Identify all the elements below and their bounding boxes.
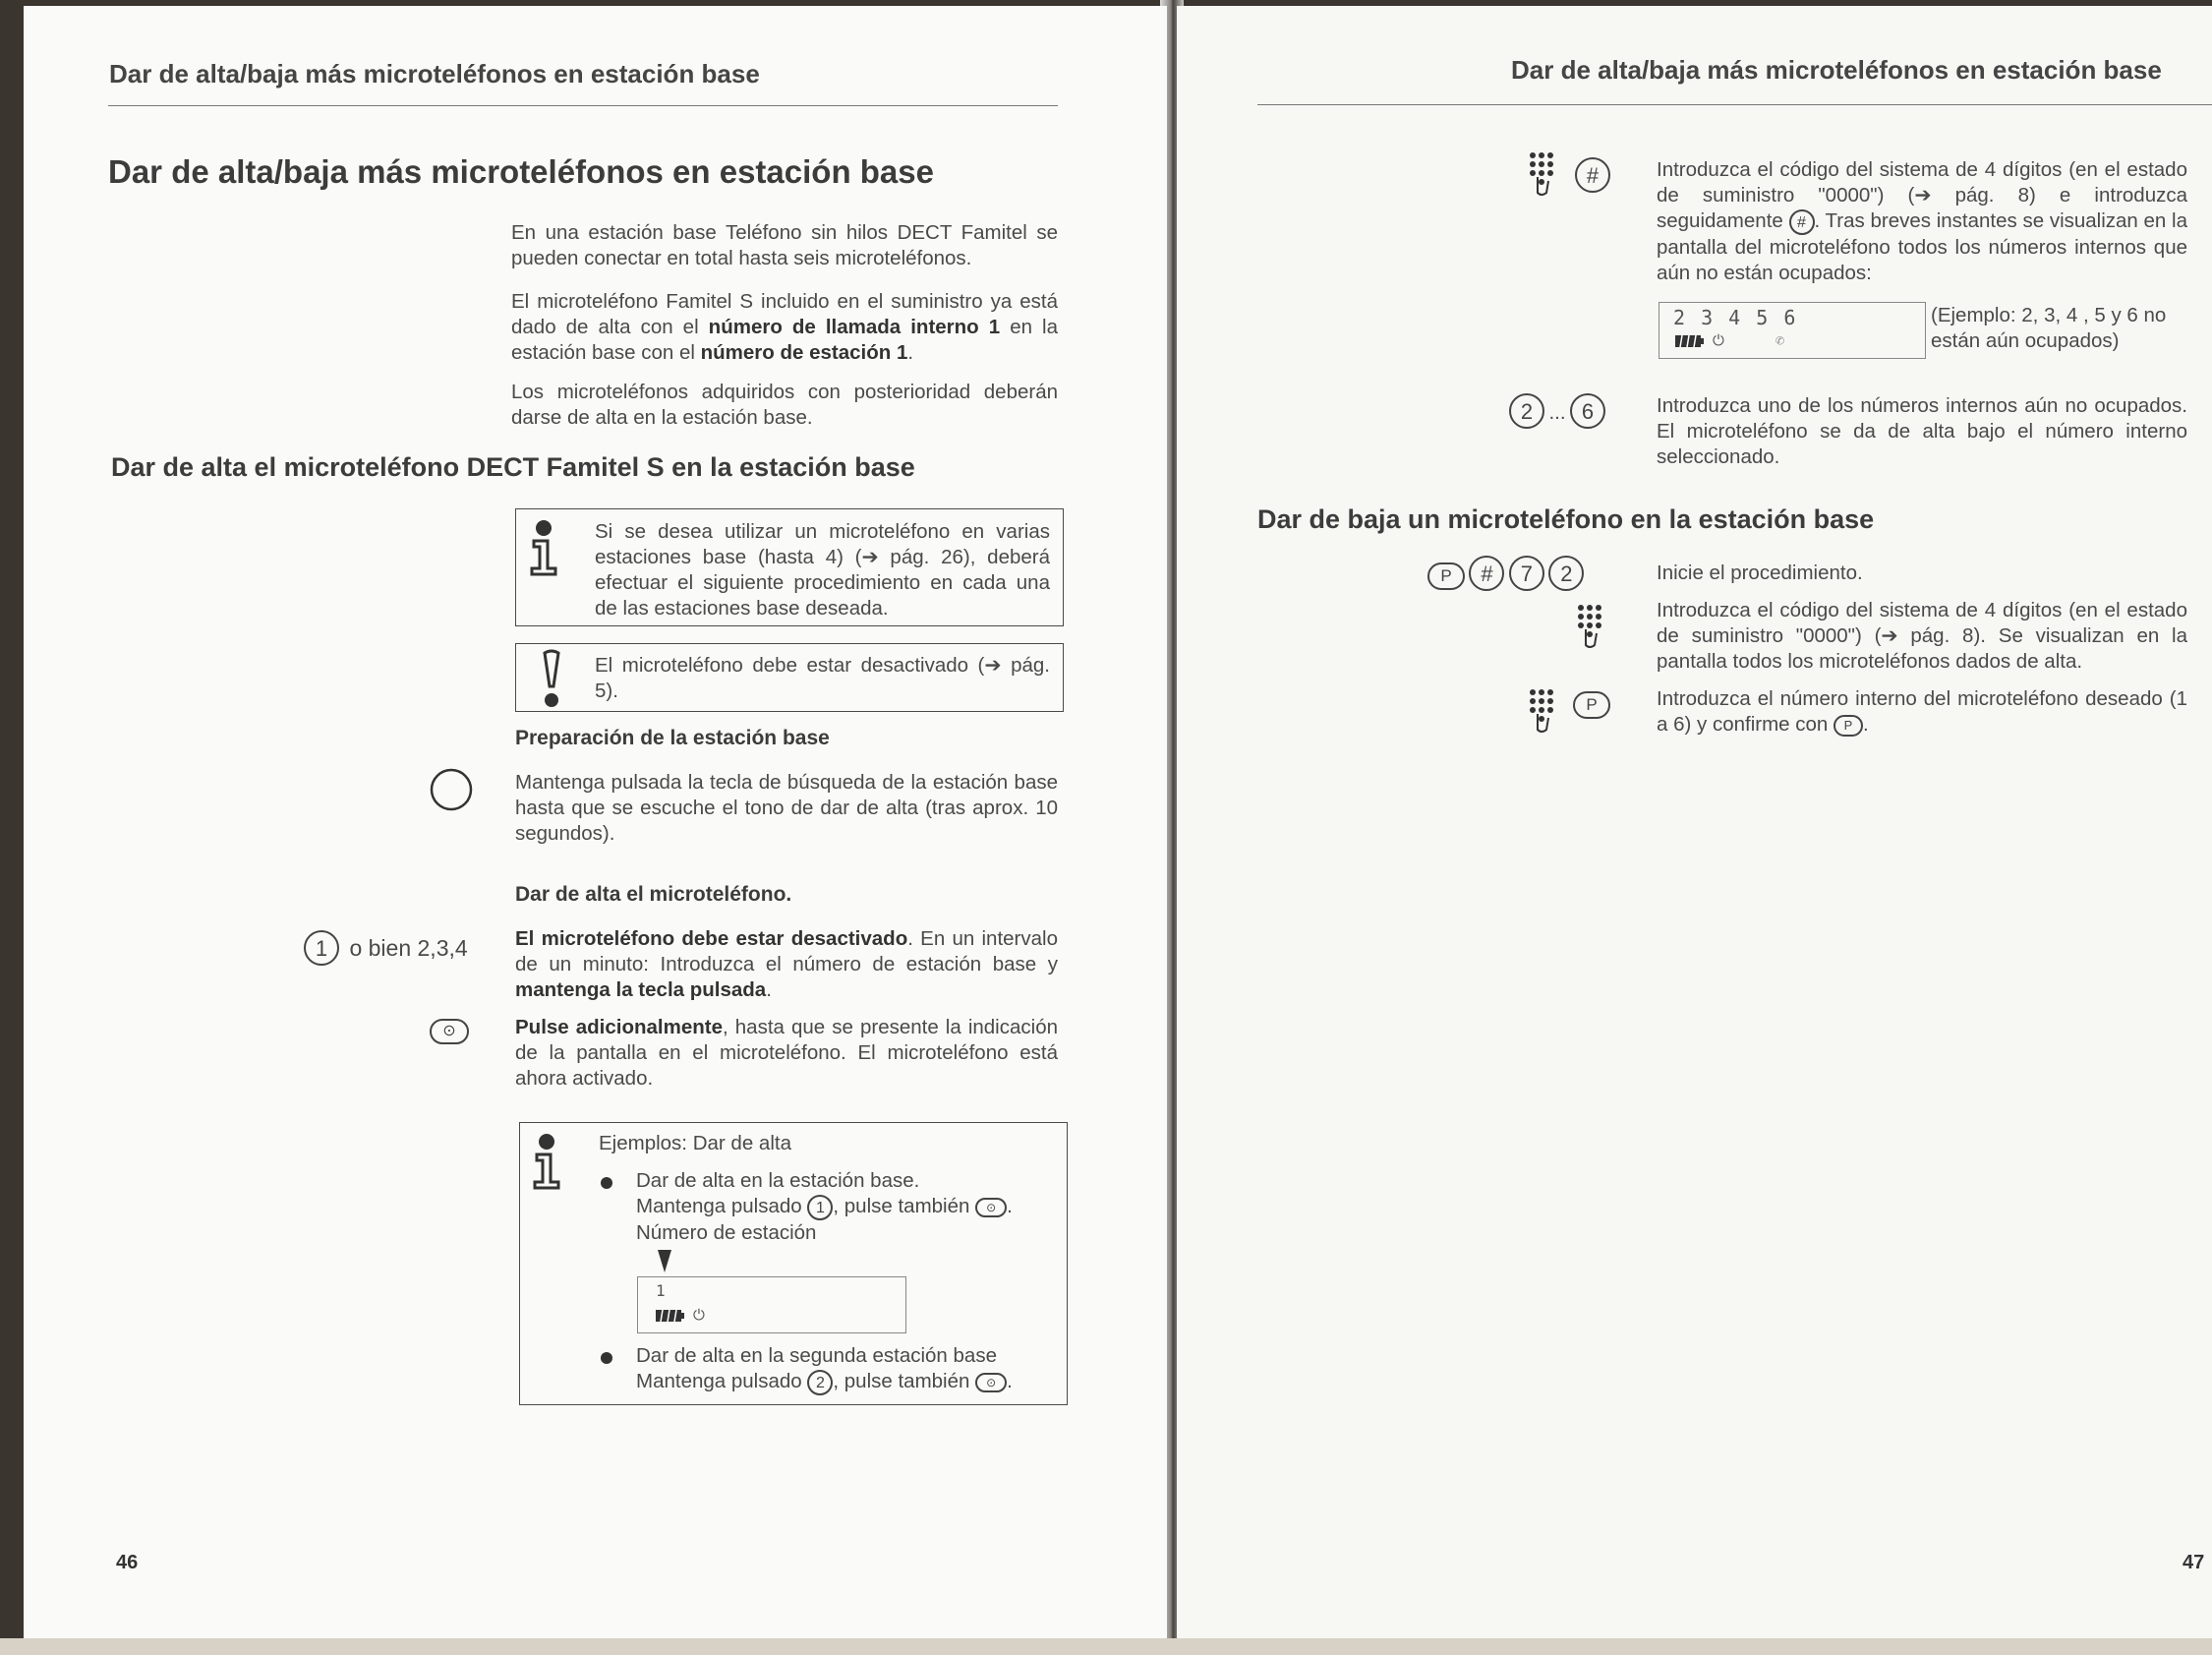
power-icon: ⏻ xyxy=(1713,331,1724,349)
intro-paragraph-3: Los microteléfonos adquiridos con posterioridad deberán darse de alta en la estación base. xyxy=(511,381,1058,429)
p-key: P xyxy=(1427,562,1465,590)
left-page xyxy=(24,6,1167,1638)
display-digits: 2 3 4 5 6 xyxy=(1673,306,1798,329)
code2-text: Introduzca el código del sistema de 4 dígitos (en el estado de suministro "0000") (➔ pág. 8). Se visualizan en la pantalla todos los microteléfonos dados de alta. xyxy=(1657,599,2187,673)
p-key-inline: P xyxy=(1834,715,1863,737)
display-digit: 1 xyxy=(656,1281,666,1300)
hash-key-inline: # xyxy=(1789,209,1815,235)
running-head: Dar de alta/baja más microteléfonos en estación base xyxy=(109,59,760,89)
handset-display xyxy=(1659,302,1926,359)
onoff-key-icon: ⊙ xyxy=(975,1198,1007,1217)
handset-icon: ✆ xyxy=(1775,331,1785,349)
page-title: Dar de alta/baja más microteléfonos en estación base xyxy=(108,153,934,190)
arrow-down-icon xyxy=(657,1249,672,1279)
prep-heading: Preparación de la estación base xyxy=(515,727,830,749)
intro-paragraph-2: El microteléfono Famitel S incluido en el suministro ya está dado de alta con el número de llamada interno 1 en la estación base con el número de estación 1. xyxy=(511,290,1058,364)
scan-edge xyxy=(0,1638,2212,1655)
key-sequence xyxy=(1427,556,1584,591)
onoff-key-icon: ⊙ xyxy=(975,1373,1007,1392)
header-rule xyxy=(108,105,1058,106)
hash-key: # xyxy=(1575,157,1610,193)
info-icon xyxy=(529,519,558,581)
key-2: 2 xyxy=(1548,556,1584,591)
warning-box-text: El microteléfono debe estar desactivado (➔ pág. 5). xyxy=(595,654,1050,702)
power-icon: ⏻ xyxy=(693,1306,705,1324)
example-1: Dar de alta en la estación base. Mantenga pulsado 1 , pulse también ⊙ . Número de estación xyxy=(636,1169,1013,1244)
intro-paragraph-1: En una estación base Teléfono sin hilos DECT Famitel se pueden conectar en total hasta seis microteléfonos. xyxy=(511,221,1058,269)
key-6: 6 xyxy=(1570,393,1605,429)
seq-text: Inicie el procedimiento. xyxy=(1657,562,1863,584)
key-7: 7 xyxy=(1509,556,1544,591)
keypad-icon xyxy=(1529,688,1556,739)
example-2: Dar de alta en la segunda estación base Mantenga pulsado 2 , pulse también ⊙ . xyxy=(636,1343,1059,1395)
bullet xyxy=(601,1177,612,1189)
range-keys xyxy=(1509,393,1605,429)
range-dots: ... xyxy=(1548,401,1566,424)
step-1-text: El microteléfono debe estar desactivado. En un intervalo de un minuto: Introduzca el número de estación base y mantenga la tecla pulsada. xyxy=(515,927,1058,1001)
bullet xyxy=(601,1352,612,1364)
handset-display xyxy=(637,1276,906,1333)
register-heading: Dar de alta el microteléfono. xyxy=(515,883,792,906)
section-heading: Dar de alta el microteléfono DECT Famitel S en la estación base xyxy=(111,452,915,482)
key-1: 1 xyxy=(807,1195,833,1220)
info-icon xyxy=(532,1133,561,1195)
prep-text: Mantenga pulsada la tecla de búsqueda de la estación base hasta que se escuche el tono de dar de alta (tras aprox. 10 segundos). xyxy=(515,771,1058,845)
warning-box xyxy=(515,643,1064,712)
step-code-text: Introduzca el código del sistema de 4 dígitos (en el estado de suministro "0000") (➔ pág. 8) e introduzca seguidamente # . Tras breves instantes se visualizan en la pantalla del microteléfono todos los números internos que aún no están ocupados: xyxy=(1657,158,2187,284)
right-page xyxy=(1177,6,2212,1638)
final-text: Introduzca el número interno del microteléfono deseado (1 a 6) y confirme con P . xyxy=(1657,687,2187,736)
running-head: Dar de alta/baja más microteléfonos en estación base xyxy=(1511,55,2162,85)
p-key: P xyxy=(1573,691,1610,719)
page-number: 47 xyxy=(2183,1552,2205,1573)
display-note: (Ejemplo: 2, 3, 4 , 5 y 6 no están aún ocupados) xyxy=(1931,304,2167,352)
info-box-text: Si se desea utilizar un microteléfono en varias estaciones base (hasta 4) (➔ pág. 26), deberá efectuar el siguiente procedimiento en cada una de las estaciones base deseada. xyxy=(595,520,1050,620)
step-2-text: Pulse adicionalmente, hasta que se presente la indicación de la pantalla en el microteléfono. El microteléfono está ahora activado. xyxy=(515,1016,1058,1090)
hash-key: # xyxy=(1469,556,1504,591)
range-text: Introduzca uno de los números internos aún no ocupados. El microteléfono se da de alta bajo el número interno seleccionado. xyxy=(1657,394,2187,468)
key-1-suffix: o bien 2,3,4 xyxy=(349,935,468,961)
examples-box xyxy=(519,1122,1068,1405)
battery-icon xyxy=(656,1308,685,1327)
search-key-icon xyxy=(429,767,474,817)
keypad-icon xyxy=(1529,151,1556,197)
keypad-icon xyxy=(1577,604,1604,654)
key-1: 1 xyxy=(304,930,339,966)
section-heading: Dar de baja un microteléfono en la estación base xyxy=(1257,504,1875,534)
page-number: 46 xyxy=(116,1552,139,1573)
battery-icon xyxy=(1675,333,1705,352)
examples-title: Ejemplos: Dar de alta xyxy=(599,1132,791,1154)
header-rule xyxy=(1257,104,2212,105)
onoff-key xyxy=(430,1019,469,1044)
onoff-key-icon: ⊙ xyxy=(430,1019,469,1044)
key-2: 2 xyxy=(807,1370,833,1395)
exclamation-icon xyxy=(541,649,562,713)
info-box xyxy=(515,508,1064,626)
key-1-instruction xyxy=(304,930,468,966)
key-2: 2 xyxy=(1509,393,1544,429)
